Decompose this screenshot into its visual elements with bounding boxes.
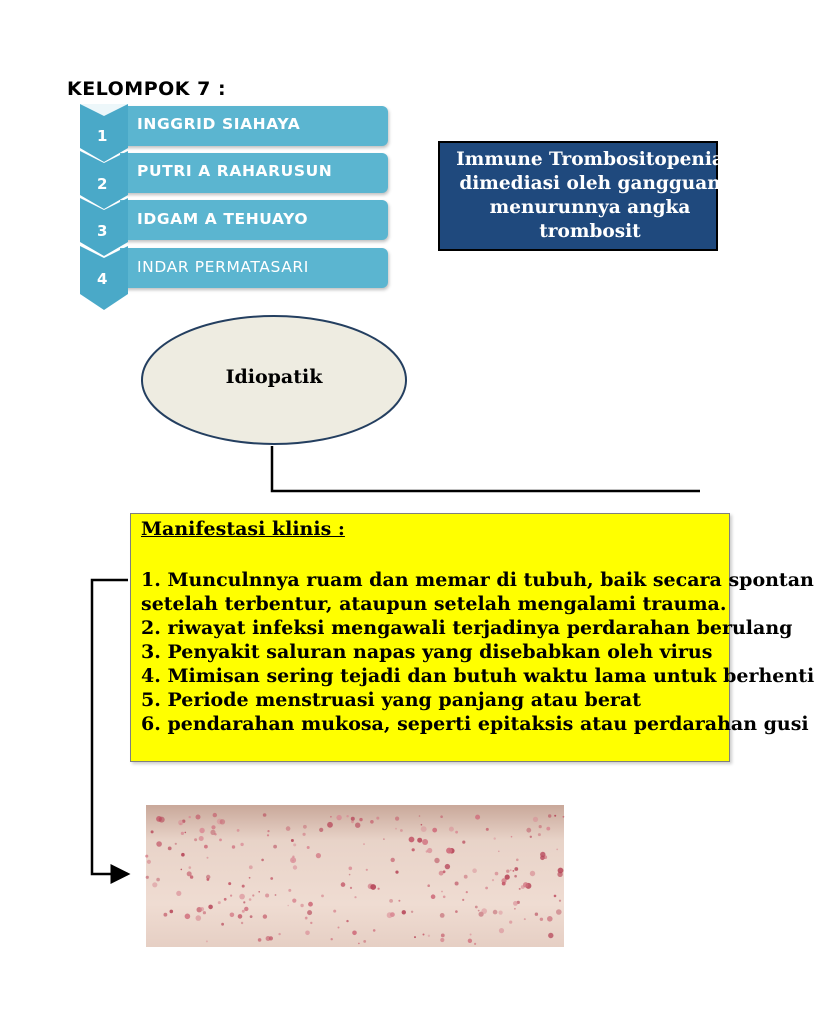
member-number-3: 3 bbox=[97, 222, 108, 240]
list-item: 2. riwayat infeksi mengawali terjadinya perdarahan berulang bbox=[141, 617, 793, 639]
list-item: 3. Penyakit saluran napas yang disebabkan oleh virus bbox=[141, 641, 713, 663]
member-name-4: INDAR PERMATASARI bbox=[137, 258, 309, 276]
rash-image bbox=[146, 805, 564, 947]
photo-arrow bbox=[92, 580, 128, 874]
list-item: 5. Periode menstruasi yang panjang atau berat bbox=[141, 689, 642, 711]
cause-label: Idiopatik bbox=[225, 366, 323, 388]
list-item: 6. pendarahan mukosa, seperti epitaksis atau perdarahan gusi bbox=[141, 713, 809, 735]
definition-text: Immune Trombositopenia dimediasi oleh gangguan menurunnya angka trombosit bbox=[456, 149, 724, 242]
group-title: KELOMPOK 7 : bbox=[67, 78, 227, 100]
manifestation-box bbox=[130, 513, 814, 762]
petechiae-rash-photo bbox=[146, 805, 564, 947]
member-name-1: INGGRID SIAHAYA bbox=[137, 115, 301, 133]
list-item: 4. Mimisan sering tejadi dan butuh waktu lama untuk berhenti bbox=[141, 665, 814, 687]
member-name-3: IDGAM A TEHUAYO bbox=[137, 210, 309, 228]
member-number-1: 1 bbox=[97, 127, 108, 145]
cause-connector bbox=[272, 446, 700, 491]
member-name-2: PUTRI A RAHARUSUN bbox=[137, 162, 333, 180]
member-number-4: 4 bbox=[97, 270, 108, 288]
manifestation-list bbox=[141, 568, 814, 736]
member-number-2: 2 bbox=[97, 175, 108, 193]
list-item: setelah terbentur, ataupun setelah mengalami trauma. bbox=[141, 593, 727, 615]
manifestation-title: Manifestasi klinis : bbox=[141, 518, 345, 540]
list-item: 1. Munculnnya ruam dan memar di tubuh, baik secara spontan bbox=[141, 569, 814, 591]
